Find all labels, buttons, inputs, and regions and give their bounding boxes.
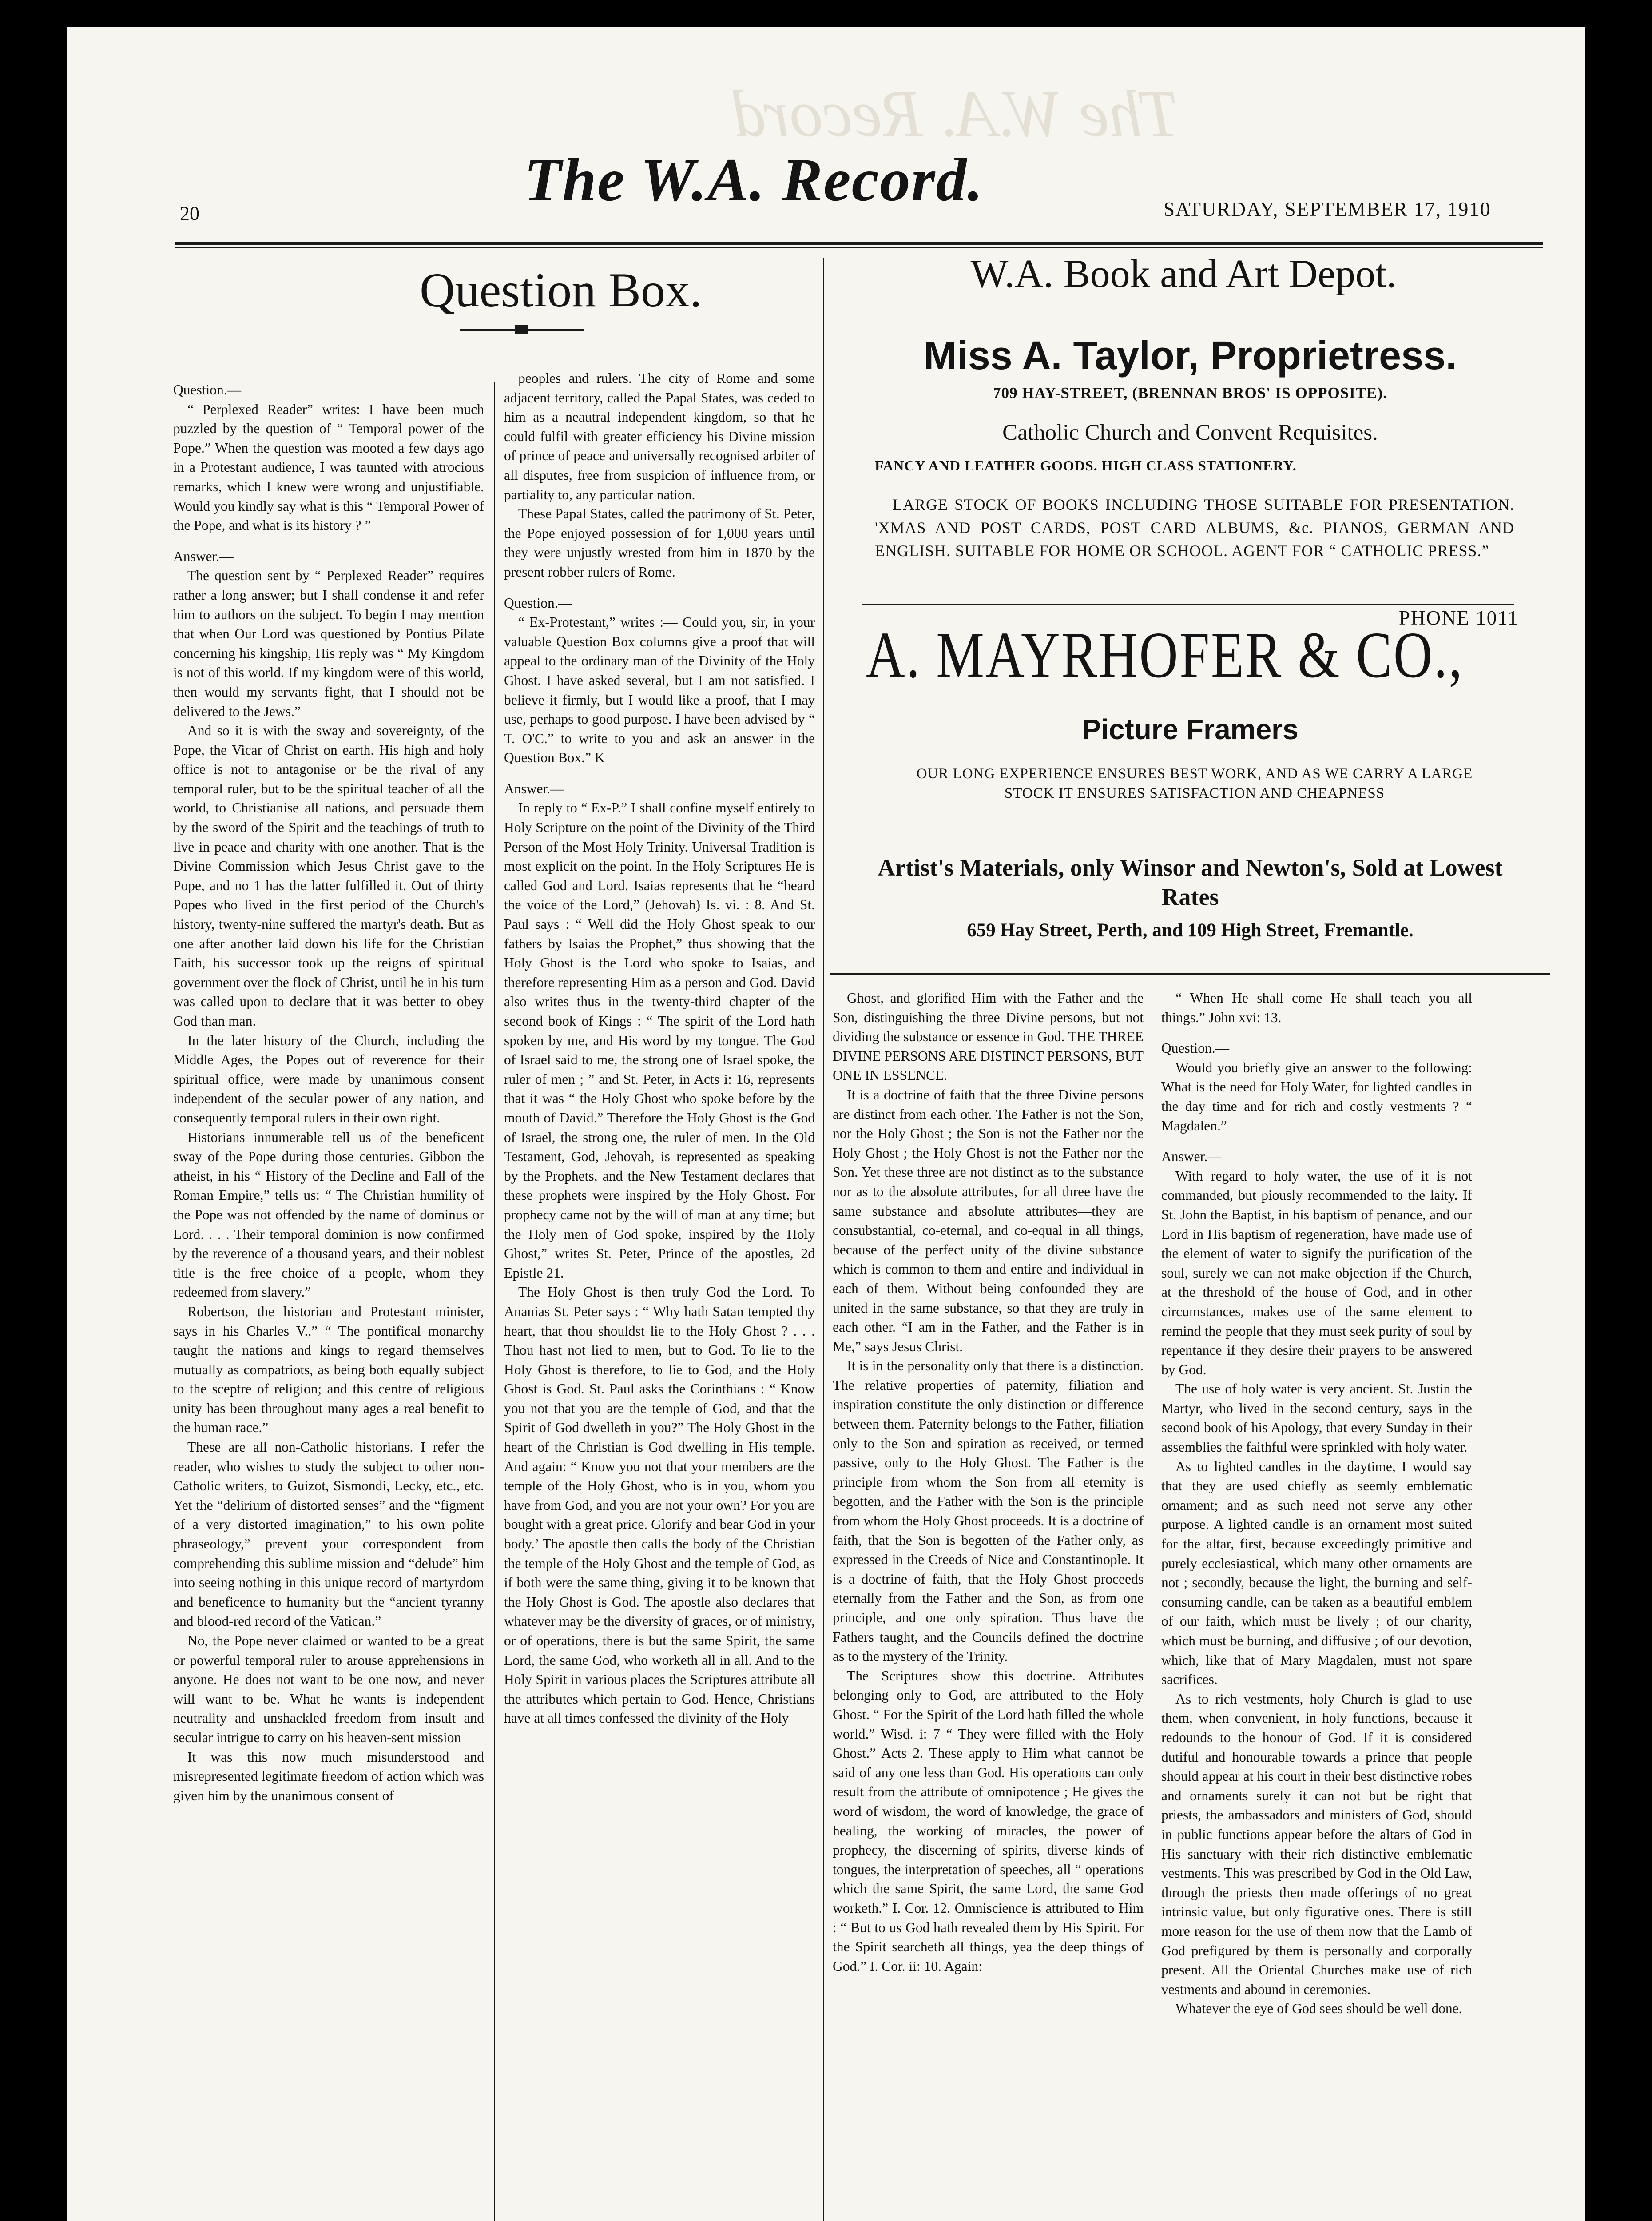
section-label: Question.—: [1161, 1040, 1230, 1056]
depot-stock: LARGE STOCK OF BOOKS INCLUDING THOSE SUITABLE FOR PRESENTATION. 'XMAS AND POST CARDS, POST CARD ALBUMS, &c. PIANOS, GERMAN AND ENGLISH. SUITABLE FOR HOME OR SCHOOL. AGENT FOR “ CATHOLIC PRESS.”: [875, 496, 1514, 560]
column-3: [833, 988, 1144, 2221]
column-divider-1: [494, 382, 495, 2221]
paragraph: The question sent by “ Perplexed Reader” requires rather a long answer; but I shall condense it and refer him to authors on the subject. To begin I may mention that when Our Lord was questioned by Pontius Pilate concerning his kingship, His reply was “ My Kingdom is not of this world. If my kingdom were of this world, then would my servants fight, that I should not be delivered to the Jews.”: [173, 568, 484, 719]
paragraph: Would you briefly give an answer to the following: What is the need for Holy Water, for lighted candles in the day time and for rich and costly vestments ? “ Magdalen.”: [1161, 1059, 1472, 1134]
mayrhofer-phone: PHONE 1011: [1399, 607, 1519, 629]
paragraph: Historians innumerable tell us of the beneficent sway of the Pope during those centuries. Gibbon the atheist, in his “ History of the Decline and Fall of the Roman Empire,” tells us: “ The Christian humility of the Pope was not offended by the name of dominus or Lord. . . . Their temporal dominion is now confirmed by the reverence of a thousand years, and their noblest title is the free choice of a people, whom they redeemed from slavery.”: [173, 1129, 484, 1300]
title-ornament-dot: [515, 325, 528, 334]
depot-title: W.A. Book and Art Depot.: [970, 252, 1397, 296]
issue-date: SATURDAY, SEPTEMBER 17, 1910: [1164, 198, 1491, 220]
paragraph: Whatever the eye of God sees should be well done.: [1175, 2001, 1462, 2017]
paragraph: It is in the personality only that there is a distinction. The relative properties of paternity, filiation and inspiration constitute the only distinction or difference between them. Paternity belongs to the Father, filiation only to the Son and spiration as received, or termed passive, only to the Holy Ghost. The Father is the principle from whom the Son from all eternity is begotten, and the Father with the Son is the principle from whom the Holy Ghost proceeds. It is a doctrine of faith, that the Son is begotten of the Father only, as expressed in the Creeds of Nice and Constantinople. It is a doctrine of faith, that the Holy Ghost proceeds eternally from the Father and the Son, as from one principle, and one only spiration. Thus have the Fathers taught, and the Councils defined the doctrine as to the mystery of the Trinity.: [833, 1358, 1144, 1664]
paragraph: No, the Pope never claimed or wanted to be a great or powerful temporal ruler to arouse apprehensions in anyone. He does not want to be one now, and never will want to be. What he wants is independent neutrality and unshackled freedom from insult and secular intrigue to carry on his heaven-sent mission: [173, 1633, 484, 1745]
mayrhofer-experience: OUR LONG EXPERIENCE ENSURES BEST WORK, AND AS WE CARRY A LARGE STOCK IT ENSURES SATISFACTION AND CHEAPNESS: [916, 766, 1473, 801]
depot-goods: FANCY AND LEATHER GOODS. HIGH CLASS STATIONERY.: [875, 458, 1297, 474]
mayrhofer-trade: Picture Framers: [1082, 713, 1299, 745]
paragraph: “ When He shall come He shall teach you all things.” John xvi: 13.: [1161, 990, 1472, 1025]
paragraph: The use of holy water is very ancient. St. Justin the Martyr, who lived in the second century, says in the second book of his Apology, that every Sunday in their assemblies the faithful were sprinkled with holy water.: [1161, 1381, 1472, 1455]
mayrhofer-name: A. MAYRHOFER & CO.,: [866, 619, 1464, 692]
paragraph: These Papal States, called the patrimony of St. Peter, the Pope enjoyed possession of for 1,000 years until they were unjustly wrested from him in 1870 by the present robber rulers of Rome.: [504, 506, 815, 580]
newspaper-page: [67, 27, 1585, 2221]
ad-separator: [862, 604, 1514, 605]
paragraph: peoples and rulers. The city of Rome and some adjacent territory, called the Papal States, was ceded to him as a neautral independent kingdom, so that he could fulfil with greater efficiency his Divine mission of prince of peace and universally recognised arbiter of all disputes, free from suspicion of influence from, or partiality to, any particular nation.: [504, 370, 815, 502]
section-label: Answer.—: [504, 780, 564, 796]
paragraph: With regard to holy water, the use of it is not commanded, but piously recommended to the laity. If St. John the Baptist, in his baptism of penance, and our Lord in His baptism of regeneration, have made use of the element of water to signify the purification of the soul, surely we can not make objection if the Church, at the threshold of the house of God, and in other circumstances, makes use of the same element to remind the people that they must seek purity of soul by repentance if they desire their prayers to be answered by God.: [1161, 1168, 1472, 1377]
column-2: [504, 369, 815, 2221]
page-number: 20: [180, 203, 199, 224]
section-label: Answer.—: [173, 548, 234, 564]
depot-address: 709 HAY-STREET, (BRENNAN BROS' IS OPPOSITE).: [993, 384, 1387, 402]
depot-proprietress: Miss A. Taylor, Proprietress.: [923, 334, 1457, 378]
ad-bottom-rule: [830, 973, 1550, 975]
section-label: Question.—: [173, 382, 242, 398]
header-rule-thin: [175, 247, 1543, 248]
paragraph: Ghost, and glorified Him with the Father and the Son, distinguishing the three Divine persons, but not dividing the substance or essence in God. THE THREE DIVINE PERSONS ARE DISTINCT PERSONS, BUT ONE IN ESSENCE.: [833, 990, 1144, 1083]
paragraph: Robertson, the historian and Protestant minister, says in his Charles V.,” “ The pontifical monarchy taught the nations and kings to regard themselves mutually as compatriots, as being both equally subject to the sceptre of religion; and this centre of religious unity has been throughout many ages a real benefit to the human race.”: [173, 1303, 484, 1436]
paragraph: “ Perplexed Reader” writes: I have been much puzzled by the question of “ Temporal power of the Pope.” When the question was mooted a few days ago in a Protestant audience, I was taunted with atrocious remarks, which I knew were wrong and unjustifiable. Would you kindly say what is this “ Temporal Power of the Pope, and what is its history ? ”: [173, 401, 484, 533]
paragraph: In the later history of the Church, including the Middle Ages, the Popes out of reverence for their spiritual office, were made by unanimous consent independent of the secular power of any nation, and consequently temporal rulers in their own right.: [173, 1032, 484, 1126]
paragraph: The Scriptures show this doctrine. Attributes belonging only to God, are attributed to the Holy Ghost. “ For the Spirit of the Lord hath filled the whole world.” Wisd. i: 7 “ They were filled with the Holy Ghost.” Acts 2. These apply to Him what cannot be said of any one less than God. His operations can only result from the attribute of omnipotence ; He gives the word of wisdom, the word of knowledge, the grace of healing, the working of miracles, the power of prophecy, the discerning of spirits, diverse kinds of tongues, the interpretation of speeches, all “ operations which the same Spirit, the same Lord, the same God worketh.” I. Cor. 12. Omniscience is attributed to Him : “ But to us God hath revealed them by His Spirit. For the Spirit searcheth all things, yea the deep things of God.” I. Cor. ii: 10. Again:: [833, 1668, 1144, 1974]
column-1: [173, 369, 484, 2221]
paragraph: It is a doctrine of faith that the three Divine persons are distinct from each other. The Father is not the Son, nor the Holy Ghost ; the Son is not the Father nor the Holy Ghost ; the Holy Ghost is not the Father nor the Son. Yet these three are not distinct as to the substance nor as to the absolute attributes, for all three have the same substance and absolute attributes—they are consubstantial, co-eternal, and co-equal in all things, because of the perfect unity of the divine substance which is common to them and entire and individual in each of them. Without being confounded they are united in the same substance, so that they are truly in each other. “I am in the Father, and the Father is in Me,” says Jesus Christ.: [833, 1087, 1144, 1354]
column-4: [1161, 988, 1472, 2221]
section-label: Answer.—: [1161, 1149, 1222, 1165]
paragraph: The Holy Ghost is then truly God the Lord. To Ananias St. Peter says : “ Why hath Satan tempted thy heart, that thou shouldst lie to the Holy Ghost ? . . . Thou hast not lied to men, but to God. To lie to the Holy Ghost is therefore, to lie to God, and the Holy Ghost is God. St. Paul asks the Corinthians : “ Know you not that you are the temple of God, and that the Spirit of God dwelleth in you?” The Holy Ghost in the heart of the Christian is God dwelling in His temple. And again: “ Know you not that your members are the temple of the Holy Ghost, who is in you, whom you have from God, and you are not your own? For you are bought with a great price. Glorify and bear God in your body.’ The apostle then calls the body of the Christian the temple of the Holy Ghost and the temple of God, as if both were the same thing, giving it to be known that the Holy Ghost is God. The apostle also declares that whatever may be the diversity of graces, or of ministry, or of operations, there is but the same Spirit, the same Lord, the same God, who worketh all in all. And to the Holy Spirit in various places the Scriptures attribute all the attributes which pertain to God. Hence, Christians have at all times confessed the divinity of the Holy: [504, 1284, 815, 1726]
mayrhofer-addresses: 659 Hay Street, Perth, and 109 High Street, Fremantle.: [967, 920, 1414, 941]
depot-requisites: Catholic Church and Convent Requisites.: [1002, 420, 1378, 445]
show-through-ghost: The W.A. Record: [733, 77, 1179, 151]
question-box-title: Question Box.: [420, 263, 702, 317]
masthead: The W.A. Record.: [524, 146, 984, 214]
paragraph: As to rich vestments, holy Church is glad to use them, when convenient, in holy functions, because it redounds to the honour of God. If it is considered dutiful and honourable towards a prince that people should appear at his court in their best distinctive robes and ornaments surely it can not but be right that priests, the ambassadors and ministers of God, should in public functions appear before the altars of God in His sanctuary with their rich distinctive emblematic vestments. This was prescribed by God in the Old Law, through the priests then made offerings of no great intrinsic value, but only figurative ones. There is still more reason for the use of them now that the Lamb of God prefigured by them is personally and corporally present. All the Oriental Churches make use of rich vestments and abound in ceremonies.: [1161, 1691, 1472, 1997]
paragraph: As to lighted candles in the daytime, I would say that they are used chiefly as seemly emblematic ornament; and as such need not serve any other purpose. A lighted candle is an ornament most suited for the altar, first, because exceedingly primitive and purely ecclesiastical, which many other ornaments are not ; secondly, because the light, the burning and self-consuming candle, can be taken as a beautiful emblem of our faith, which must be lively ; of our charity, which must be burning, and diffusive ; of our devotion, which, like that of Mary Magdalen, must not spare sacrifices.: [1161, 1458, 1472, 1688]
section-label: Question.—: [504, 595, 572, 611]
paragraph: These are all non-Catholic historians. I refer the reader, who wishes to study the subject to other non-Catholic writers, to Guizot, Sismondi, Lecky, etc., etc. Yet the “delirium of distorted senses” and the “figment of a very distorted imagination,” to his own polite phraseology,” prevent your correspondent from comprehending this sublime mission and “delude” him into seeing nothing in this unique record of martyrdom and beneficence to humanity but the “ancient tyranny and blood-red record of the Vatican.”: [173, 1439, 484, 1629]
paragraph: “ Ex-Protestant,” writes :— Could you, sir, in your valuable Question Box columns give a proof that will appeal to the ordinary man of the Divinity of the Holy Ghost. I have asked several, but I am not satisfied. I believe it firmly, but I would like a proof, that I may use, perhaps to good purpose. I have been advised by “ T. O'C.” to write to you and ask an answer in the Question Box.” K: [504, 614, 815, 766]
header-rule: [175, 242, 1543, 245]
paragraph: In reply to “ Ex-P.” I shall confine myself entirely to Holy Scripture on the point of the Divinity of the Third Person of the Most Holy Trinity. Universal Tradition is most explicit on the point. In the Holy Scriptures He is called God and Lord. Isaias represents that he “heard the voice of the Lord,” (Jehovah) Is. vi. : 8. And St. Paul says : “ Well did the Holy Ghost speak to our fathers by Isaias the Prophet,” thus showing that the Holy Ghost is the Lord who spoke to Isaias, and therefore representing Him as a person and God. David also writes thus in the twenty-third chapter of the second book of Kings : “ The spirit of the Lord hath spoken by me, and His word by my tongue. The God of Israel said to me, the strong one of Israel spoke, the ruler of men ; ” and St. Peter, in Acts i: 16, represents that it was “ the Holy Ghost who spoke before by the mouth of David.” Therefore the Holy Ghost is the God of Israel, the strong one, the ruler of men. In the Old Testament, God, Jehovah, is represented as speaking by the Prophets, and the New Testament declares that these prophets were inspired by the Holy Ghost. For prophecy came not by the will of man at any time; but the Holy men of God spoke, inspired by the Holy Ghost,” writes St. Peter, Prince of the apostles, 2d Epistle 21.: [504, 800, 815, 1281]
paragraph: And so it is with the sway and sovereignty, of the Pope, the Vicar of Christ on earth. His high and holy office is not to antagonise or be the rival of any temporal ruler, but to be the spiritual teacher of all the world, to Christianise all nations, and persuade them by the sword of the Spirit and the teachings of truth to live in peace and charity with one another. That is the Divine Commission which Jesus Christ gave to the Pope, and no 1 has the latter fulfilled it. Out of thirty Popes who lived in the first period of the Church's history, twenty-nine suffered the martyr's death. But as one after another laid down his life for the Christian Faith, his successor took up the reigns of spiritual government over the flock of Christ, until he in his turn was called upon to declare that it was better to obey God than man.: [173, 723, 484, 1029]
paragraph: It was this now much misunderstood and misrepresented legitimate freedom of action which was given him by the unanimous consent of: [173, 1749, 484, 1803]
mayrhofer-materials: Artist's Materials, only Winsor and Newton's, Sold at Lowest Rates: [878, 854, 1503, 910]
column-divider-2: [823, 258, 824, 2221]
